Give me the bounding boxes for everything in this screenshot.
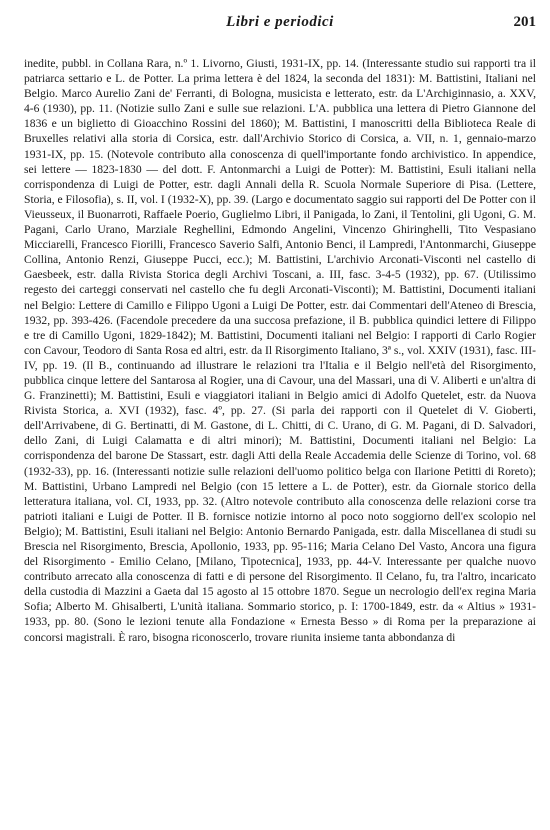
page-header	[24, 14, 536, 36]
body-paragraph: inedite, pubbl. in Collana Rara, n.º 1. Livorno, Giusti, 1931-IX, pp. 14. (Interessante studio sui rapporti tra il patriarca settario e L. de Potter. La prima lettera è del 1824, la seconda del 1831): M. Battistini, Italiani nel Belgio. Marco Aurelio Zani de' Ferranti, di Bologna, musicista e letterato, estr. da L'Archiginnasio, a. XXV, 4-6 (1930), pp. 11. (Notizie sullo Zani e sulle sue relazioni. L'A. pubblica una lettera di Pietro Giannone del 1836 e un biglietto di Gioacchino Rossini del 1860); M. Battistini, I manoscritti della Biblioteca Reale di Bruxelles relativi alla storia di Corsica, estr. dall'Archivio Storico di Corsica, a. VII, n. 1, gennaio-marzo 1931-IX, pp. 15. (Notevole contributo alla conoscenza di quell'importante fondo archivistico. In appendice, sei lettere — 1823-1830 — del dott. F. Antonmarchi a Luigi de Potter): M. Battistini, Esuli italiani nella corrispondenza di Luigi de Potter, estr. dagli Annali della R. Scuola Normale Superiore di Pisa. (Lettere, Storia, e Filosofia), s. II, vol. I (1932-X), pp. 39. (Largo e documentato saggio sui rapporti del De Potter con il Vieusseux, il Buonarroti, Raffaele Poerio, Guglielmo Libri, il Panigada, lo Zani, il Tentolini, gli Ugoni, G. M. Pagani, Carlo Urano, Marziale Reghellini, Edmondo Angelini, Vincenzo Ghiringhelli, Tito Vespasiano Micciarelli, Francesco Fiorilli, Francesco Saverio Salfi, Antonio Benci, il Lampredi, l'Antonmarchi, Giuseppe Collina, Antonio Renzi, Giuseppe Pucci, ecc.); M. Battistini, L'archivio Arconati-Visconti nel castello di Gaesbeek, estr. dalla Rivista Storica degli Archivi Toscani, a. III, fasc. 3-4-5 (1932), pp. 67. (Utilissimo regesto dei carteggi conservati nel castello che fu degli Arconati-Visconti); M. Battistini, Documenti italiani nel Belgio: Lettere di Camillo e Filippo Ugoni a Luigi De Potter, estr. dai Commentari dell'Ateneo di Brescia, 1932, pp. 393-426. (Facendole precedere da una succosa prefazione, il B. pubblica quindici lettere di Filippo e tre di Camillo Ugoni, 1829-1842); M. Battistini, Documenti italiani nel Belgio: I rapporti di Carlo Rogier con Cavour, Teodoro di Santa Rosa ed altri, estr. da Il Risorgimento Italiano, 3ª s., vol. XXIV (1931), fasc. III-IV, pp. 19. (Il B., continuando ad illustrare le relazioni tra l'Italia e il Belgio nell'età del Risorgimento, pubblica cinque lettere del Santarosa al Rogier, una di Cavour, una del Massari, una di V. Aliberti e un'altra di G. Franzinetti); M. Battistini, Esuli e viaggiatori italiani in Belgio amici di Adolfo Quetelet, estr. da Nuova Rivista Storica, a. XVI (1932), fasc. 4º, pp. 27. (Si parla dei rapporti con il Quetelet di V. Gioberti, dell'Arrivabene, di G. Bertinatti, di M. Gastone, di L. Chitti, di C. Urano, di G. M. Pagani, di D. Salvadori, dello Zani, di Luigi Calamatta e di altri minori); M. Battistini, Documenti italiani nel Belgio: La corrispondenza del barone De Stassart, estr. dagli Atti della Reale Accademia delle Scienze di Torino, vol. 68 (1932-33), pp. 16. (Interessanti notizie sulle relazioni dell'uomo politico belga con Ilarione Petitti di Roreto); M. Battistini, Urbano Lampredi nel Belgio (con 15 lettere a L. de Potter), estr. da Giornale storico della letteratura italiana, vol. CI, 1933, pp. 32. (Altro notevole contributo alla conoscenza delle relazioni corse tra patrioti italiani e Luigi de Potter. Il B. fornisce notizie intorno al poco noto soggiorno dell'ex scolopio nel Belgio); M. Battistini, Esuli italiani nel Belgio: Antonio Bernardo Panigada, estr. dalla Miscellanea di studi su Brescia nel Risorgimento, Brescia, Apollonio, 1933, pp. 95-116; Maria Celano Del Vasto, Ancora una figura del Risorgimento - Emilio Celano, [Milano, Tipotecnica], 1933, pp. 44-V. Interessante per qualche nuovo contributo arrecato alla conoscenza di fatti e di persone del Risorgimento. Il Celano, fu, tra l'altro, incaricato della custodia di Mazzini a Gaeta dal 15 agosto al 15 ottobre 1870. Segue un necrologio dell'ex regina Maria Sofia; Alberto M. Ghisalberti, L'unità italiana. Sommario storico, p. I: 1700-1849, estr. da « Altius » 1931-1933, pp. 80. (Sono le lezioni tenute alla Fondazione « Ernesta Besso » di Roma per la preparazione ai concorsi magistrali. È raro, bisogna riconoscerlo, trovare riunita insieme tanta abbondanza di	[24, 57, 536, 644]
page-number: 201	[513, 14, 536, 30]
running-title: Libri e periodici	[226, 14, 334, 30]
